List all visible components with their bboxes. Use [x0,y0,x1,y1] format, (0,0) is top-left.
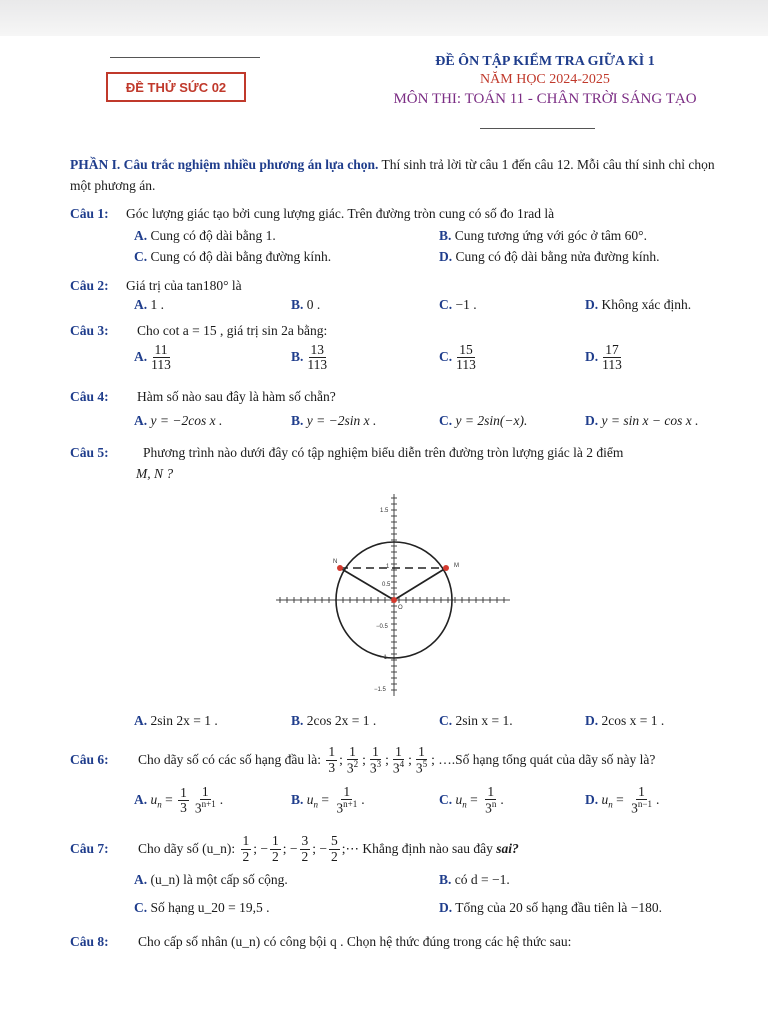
q7-option-d[interactable]: D. Tổng của 20 số hạng đầu tiên là −180. [439,900,662,915]
tick-label-neg-0-5: −0.5 [376,624,388,630]
q3-frac-a: $\frac{11}{113}$ [151,342,171,373]
q5-option-a[interactable]: A. 2sin 2x = 1 . [134,713,218,728]
tick-label-1-5: 1.5 [380,508,389,514]
q4-option-d[interactable]: D. y = sin x − cos x . [585,413,699,428]
question-7-text: Cho dãy số (u_n): $\frac{1}{2}$ ; − $\frac{1}{2}$ ; − $\frac{3}{2}$ ; − $\frac{5}{2}$ ;⋯ Khẳng định nào sau đây sai? [138,833,519,864]
part-heading: PHẦN I. Câu trắc nghiệm nhiều phương án lựa chọn. [70,157,379,172]
question-5-text-2: M, N ? [136,466,174,481]
question-1-label: Câu 1: [70,206,109,221]
q7-option-a[interactable]: A. (u_n) là một cấp số cộng. [134,872,288,887]
q1-option-c[interactable]: C. Cung có độ dài bằng đường kính. [134,249,332,264]
exam-badge: ĐỀ THỬ SỨC 02 [106,72,246,102]
question-4-text: Hàm số nào sau đây là hàm số chẵn? [137,389,336,404]
q1-option-d[interactable]: D. Cung có độ dài bằng nửa đường kính. [439,249,660,264]
question-1-text: Góc lượng giác tạo bởi cung lượng giác. Trên đường tròn cung có số đo 1rad là [126,206,555,221]
q2-option-b[interactable]: B. 0 . [291,297,321,312]
question-3-text: Cho cot a = 15 , giá trị sin 2a bằng: [137,323,328,338]
question-3-label: Câu 3: [70,323,109,338]
q6-option-a[interactable]: A. $u_n$ = $\frac{1}{3}$ $\frac{1}{3^{n+1}}$ . [134,784,224,816]
tick-label-0-5: 0.5 [382,582,391,588]
q6-option-d[interactable]: D. $u_n$ = $\frac{1}{3^{n-1}}$ . [585,784,660,816]
origin-label: O [398,605,403,611]
q1-option-b[interactable]: B. Cung tương ứng với góc ở tâm 60°. [439,228,647,243]
question-2-label: Câu 2: [70,278,109,293]
question-5-label: Câu 5: [70,445,109,460]
q3-frac-d: $\frac{17}{113}$ [602,342,622,373]
q1-option-a[interactable]: A. Cung có độ dài bằng 1. [134,228,276,243]
q5-option-d[interactable]: D. 2cos x = 1 . [585,713,665,728]
question-4-label: Câu 4: [70,389,109,404]
part-text: Thí sinh trả lời từ câu 1 đến câu 12. Mỗi câu thí sinh chỉ chọn một phương án. [70,157,715,193]
point-n [337,565,343,571]
q5-option-b[interactable]: B. 2cos 2x = 1 . [291,713,377,728]
q5-option-c[interactable]: C. 2sin x = 1. [439,713,513,728]
tick-label-neg-1: −1 [380,655,387,661]
q2-option-c[interactable]: C. −1 . [439,297,477,312]
question-7-label: Câu 7: [70,841,109,856]
q3-option-b[interactable]: B. $\frac{13}{113}$ [291,342,328,373]
q4-option-c[interactable]: C. y = 2sin(−x). [439,413,528,428]
top-bar [0,0,768,36]
q7-option-b[interactable]: B. có d = −1. [439,872,510,887]
q4-option-a[interactable]: A. y = −2cos x . [134,413,223,428]
unit-circle-figure [272,490,512,700]
tick-label-1: 1 [386,564,390,570]
point-origin [391,597,397,603]
school-year: NĂM HỌC 2024-2025 [480,72,610,87]
q7-option-c[interactable]: C. Số hạng u_20 = 19,5 . [134,900,270,915]
part-instruction [70,154,720,196]
subject-title: MÔN THI: TOÁN 11 - CHÂN TRỜI SÁNG TẠO [393,91,697,107]
tick-label-neg-1-5: −1.5 [374,687,386,693]
question-8-text: Cho cấp số nhân (u_n) có công bội q . Chọn hệ thức đúng trong các hệ thức sau: [138,934,572,949]
q6-option-c[interactable]: C. $u_n$ = $\frac{1}{3^n}$ . [439,784,504,816]
point-m [443,565,449,571]
q3-option-a[interactable]: A. $\frac{11}{113}$ [134,342,171,373]
q3-frac-b: $\frac{13}{113}$ [307,342,328,373]
q2-option-d[interactable]: D. Không xác định. [585,297,692,312]
question-6-text: Cho dãy số có các số hạng đầu là: $\frac{1}{3}$ ; $\frac{1}{3^2}$ ; $\frac{1}{3^3}$ ; $\frac{1}{3^4}$ ; $\frac{1}{3^5}$ ; ….Số hạng tổng quát của dãy số này là? [138,743,656,776]
q3-option-d[interactable]: D. $\frac{17}{113}$ [585,342,622,373]
q3-frac-c: $\frac{15}{113}$ [456,342,476,373]
question-5-text: Phương trình nào dưới đây có tập nghiệm biểu diễn trên đường tròn lượng giác là 2 điểm [143,445,624,460]
point-m-label: M [454,563,459,569]
question-2-text: Giá trị của tan180° là [126,278,242,293]
header-rule-right [480,128,595,129]
point-n-label: N [333,559,338,565]
q6-option-b[interactable]: B. $u_n$ = $\frac{1}{3^{n+1}}$ . [291,784,365,816]
q3-option-c[interactable]: C. $\frac{15}{113}$ [439,342,476,373]
header-rule-left [110,57,260,58]
segment-om [394,568,446,600]
q4-option-b[interactable]: B. y = −2sin x . [291,413,377,428]
question-6-label: Câu 6: [70,752,109,767]
q2-option-a[interactable]: A. 1 . [134,297,164,312]
exam-title: ĐỀ ÔN TẬP KIỂM TRA GIỮA KÌ 1 [435,54,655,69]
question-8-label: Câu 8: [70,934,109,949]
